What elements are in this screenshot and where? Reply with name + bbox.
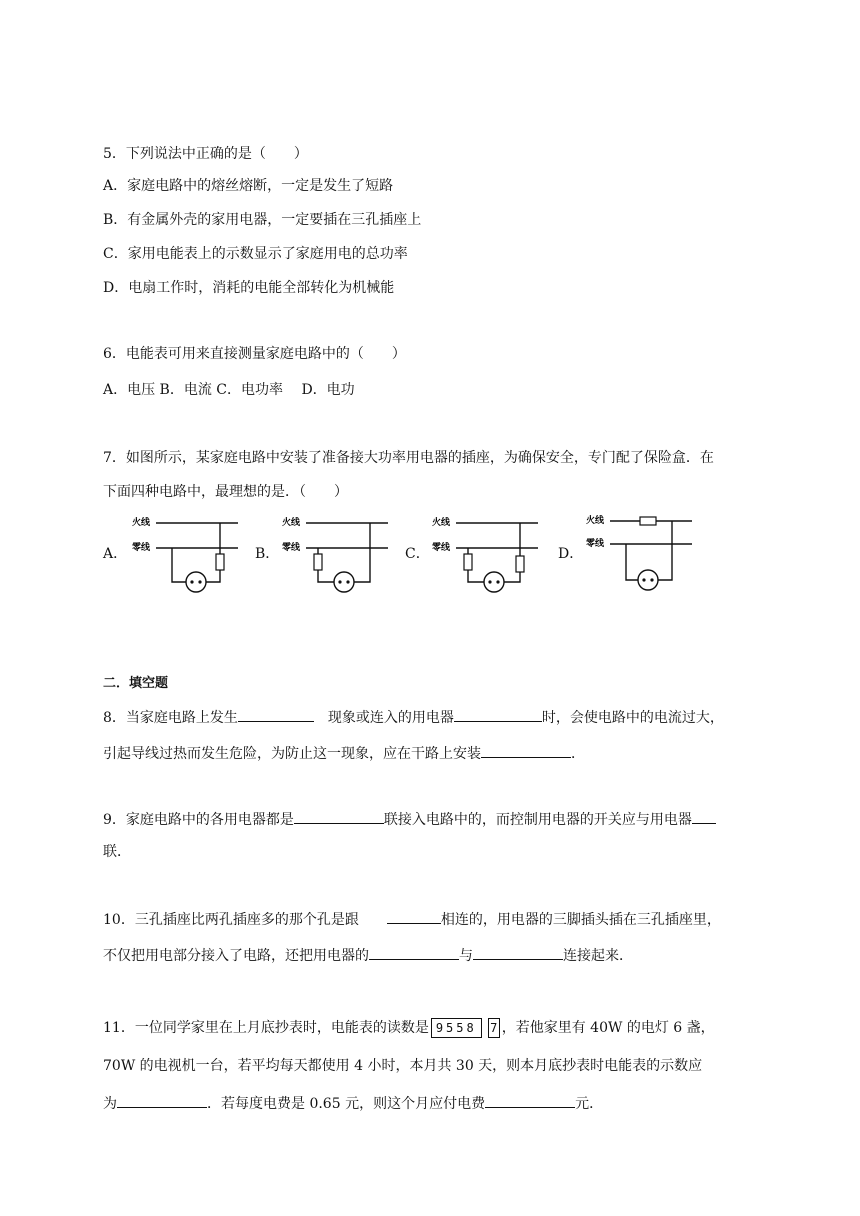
q10-line1: 10．三孔插座比两孔插座多的那个孔是跟 相连的，用电器的三脚插头插在三孔插座里，	[103, 908, 721, 930]
q9-line1: 9．家庭电路中的各用电器都是 联接入电路中的，而控制用电器的开关应与用电器	[103, 808, 716, 830]
q8-line2: 引起导线过热而发生危险，为防止这一现象，应在干路上安装 ．	[103, 742, 585, 764]
q8-line1: 8．当家庭电路上发生 现象或连入的用电器 时，会使电路中的电流过大，	[103, 706, 724, 728]
circuit-diagram-c	[428, 508, 543, 594]
energy-meter-reading: 9558 7	[431, 1018, 500, 1038]
q11-line1: 11．一位同学家里在上月底抄表时，电能表的读数是 9558 7 ，若他家里有 40W 的电灯 6 盏，	[103, 1020, 715, 1036]
q7-label-b: B．	[255, 546, 280, 562]
circuit-diagram-d	[582, 508, 697, 594]
socket-icon	[334, 572, 354, 592]
q7-label-d: D．	[558, 546, 584, 562]
q6-stem: 6．电能表可用来直接测量家庭电路中的（ ）	[103, 346, 406, 362]
fuse-icon	[516, 556, 524, 572]
answer-blank[interactable]	[485, 1092, 575, 1108]
q5-option-b: B．有金属外壳的家用电器，一定要插在三孔插座上	[103, 212, 422, 228]
section-heading: 二．填空题	[103, 676, 169, 691]
q7-stem-line2: 下面四种电路中，最理想的是．（ ）	[103, 484, 348, 500]
answer-blank[interactable]	[454, 706, 542, 722]
q11-line3: 为 ．若每度电费是 0.65 元，则这个月应付电费 元．	[103, 1092, 603, 1114]
answer-blank[interactable]	[117, 1092, 207, 1108]
answer-blank[interactable]	[481, 742, 571, 758]
answer-blank[interactable]	[473, 944, 563, 960]
circuit-diagram-b	[278, 508, 393, 594]
q9-line2: 联．	[103, 844, 131, 860]
q5-stem: 5．下列说法中正确的是（ ）	[103, 146, 308, 162]
circuit-diagram-a	[128, 508, 243, 594]
q5-option-d: D．电扇工作时，消耗的电能全部转化为机械能	[103, 280, 395, 296]
socket-icon	[484, 572, 504, 592]
fuse-icon	[314, 554, 322, 570]
fuse-icon	[464, 554, 472, 570]
q7-stem-line1: 7．如图所示，某家庭电路中安装了准备接大功率用电器的插座，为确保安全，专门配了保险盒．在	[103, 450, 714, 466]
answer-blank[interactable]	[369, 944, 459, 960]
live-wire-label: 火线	[132, 518, 151, 528]
q5-option-a: A．家庭电路中的熔丝熔断，一定是发生了短路	[103, 178, 394, 194]
q6-options: A．电压 B．电流 C．电功率 D．电功	[103, 382, 355, 398]
answer-blank[interactable]	[387, 908, 441, 924]
q7-label-a: A．	[103, 546, 128, 562]
fuse-icon	[216, 554, 224, 570]
live-wire-label: 火线	[282, 518, 301, 528]
neutral-wire-label: 零线	[282, 543, 301, 553]
live-wire-label: 火线	[586, 516, 605, 526]
q5-option-c: C．家用电能表上的示数显示了家庭用电的总功率	[103, 246, 408, 262]
q10-line2: 不仅把用电部分接入了电路，还把用电器的 与 连接起来．	[103, 944, 633, 966]
neutral-wire-label: 零线	[432, 543, 451, 553]
answer-blank[interactable]	[692, 808, 716, 824]
fuse-icon	[640, 517, 656, 525]
socket-icon	[638, 570, 658, 590]
live-wire-label: 火线	[432, 518, 451, 528]
answer-blank[interactable]	[294, 808, 384, 824]
q7-label-c: C．	[405, 546, 430, 562]
socket-icon	[186, 572, 206, 592]
q11-line2: 70W 的电视机一台，若平均每天都使用 4 小时，本月共 30 天，则本月底抄表时电能表的示数应	[103, 1058, 703, 1074]
neutral-wire-label: 零线	[586, 539, 605, 549]
neutral-wire-label: 零线	[132, 543, 151, 553]
answer-blank[interactable]	[238, 706, 314, 722]
